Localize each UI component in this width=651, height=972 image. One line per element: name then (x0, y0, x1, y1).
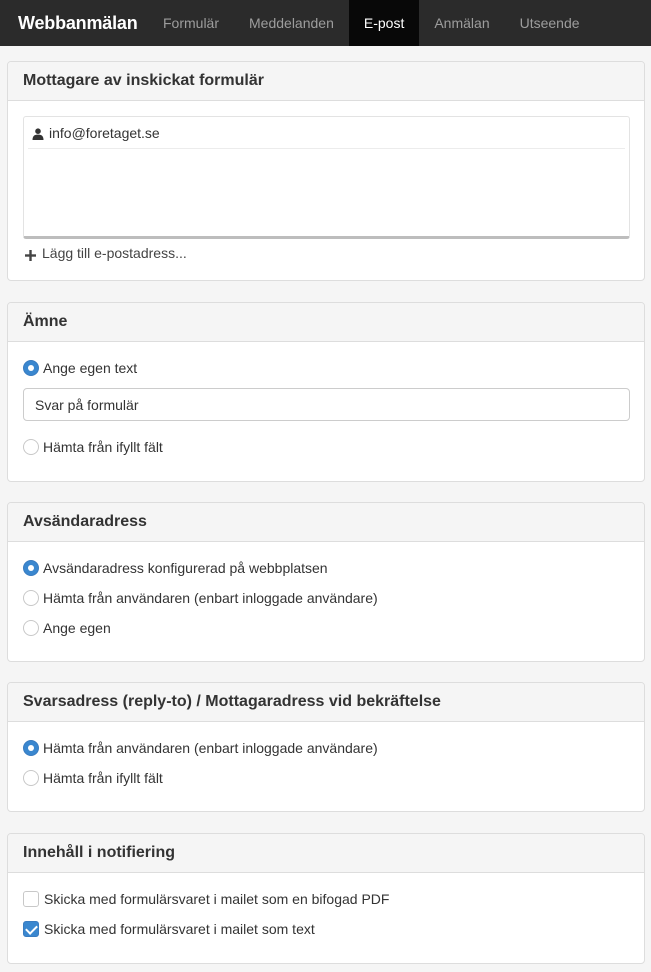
nav-item-meddelanden[interactable]: Meddelanden (249, 15, 334, 31)
sender-user-label: Hämta från användaren (enbart inloggade användare) (43, 590, 378, 606)
content-panel (7, 833, 645, 964)
replyto-panel (7, 682, 645, 812)
sender-option-custom[interactable] (23, 618, 111, 638)
recipients-list (23, 116, 630, 239)
sender-site-label: Avsändaradress konfigurerad på webbplatsen (43, 560, 328, 576)
content-text-checkbox[interactable] (23, 921, 39, 937)
nav-item-epost[interactable]: E-post (349, 0, 419, 46)
recipients-panel-title: Mottagare av inskickat formulär (8, 62, 644, 101)
sender-panel-title: Avsändaradress (8, 503, 644, 542)
replyto-option-field[interactable] (23, 768, 163, 788)
replyto-field-radio[interactable] (23, 770, 39, 786)
subject-option-field[interactable] (23, 437, 163, 457)
replyto-user-radio[interactable] (23, 740, 39, 756)
nav-item-formular[interactable]: Formulär (163, 15, 220, 31)
content-option-text[interactable] (23, 919, 315, 939)
content-panel-title: Innehåll i notifiering (8, 834, 644, 873)
recipient-email: info@foretaget.se (49, 124, 160, 141)
replyto-option-user[interactable] (23, 738, 378, 758)
subject-custom-radio[interactable] (23, 360, 39, 376)
sender-option-site[interactable] (23, 558, 328, 578)
recipient-item[interactable] (28, 117, 625, 149)
brand-logo[interactable]: Webbanmälan (18, 12, 138, 33)
plus-icon (25, 248, 36, 259)
sender-panel (7, 502, 645, 662)
content-option-pdf[interactable] (23, 889, 389, 909)
replyto-panel-title: Svarsadress (reply-to) / Mottagaradress vid bekräftelse (8, 683, 644, 722)
recipients-panel (7, 61, 645, 281)
subject-panel (7, 302, 645, 482)
user-icon (32, 127, 44, 139)
subject-custom-label: Ange egen text (43, 360, 138, 376)
nav-item-anmalan[interactable]: Anmälan (434, 15, 490, 31)
replyto-user-label: Hämta från användaren (enbart inloggade användare) (43, 740, 378, 756)
content-pdf-checkbox[interactable] (23, 891, 39, 907)
add-email-button[interactable] (25, 245, 187, 261)
sender-user-radio[interactable] (23, 590, 39, 606)
sender-option-user[interactable] (23, 588, 378, 608)
sender-site-radio[interactable] (23, 560, 39, 576)
subject-panel-title: Ämne (8, 303, 644, 342)
subject-text-input[interactable] (23, 388, 630, 421)
sender-custom-label: Ange egen (43, 620, 111, 636)
subject-field-label: Hämta från ifyllt fält (43, 439, 163, 455)
replyto-field-label: Hämta från ifyllt fält (43, 770, 163, 786)
sender-custom-radio[interactable] (23, 620, 39, 636)
nav-item-utseende[interactable]: Utseende (519, 15, 580, 31)
subject-option-custom[interactable] (23, 358, 137, 378)
top-navbar (0, 0, 651, 46)
subject-field-radio[interactable] (23, 439, 39, 455)
content-text-label: Skicka med formulärsvaret i mailet som text (44, 921, 315, 937)
add-email-label: Lägg till e-postadress... (42, 245, 187, 261)
content-pdf-label: Skicka med formulärsvaret i mailet som en bifogad PDF (44, 891, 390, 907)
